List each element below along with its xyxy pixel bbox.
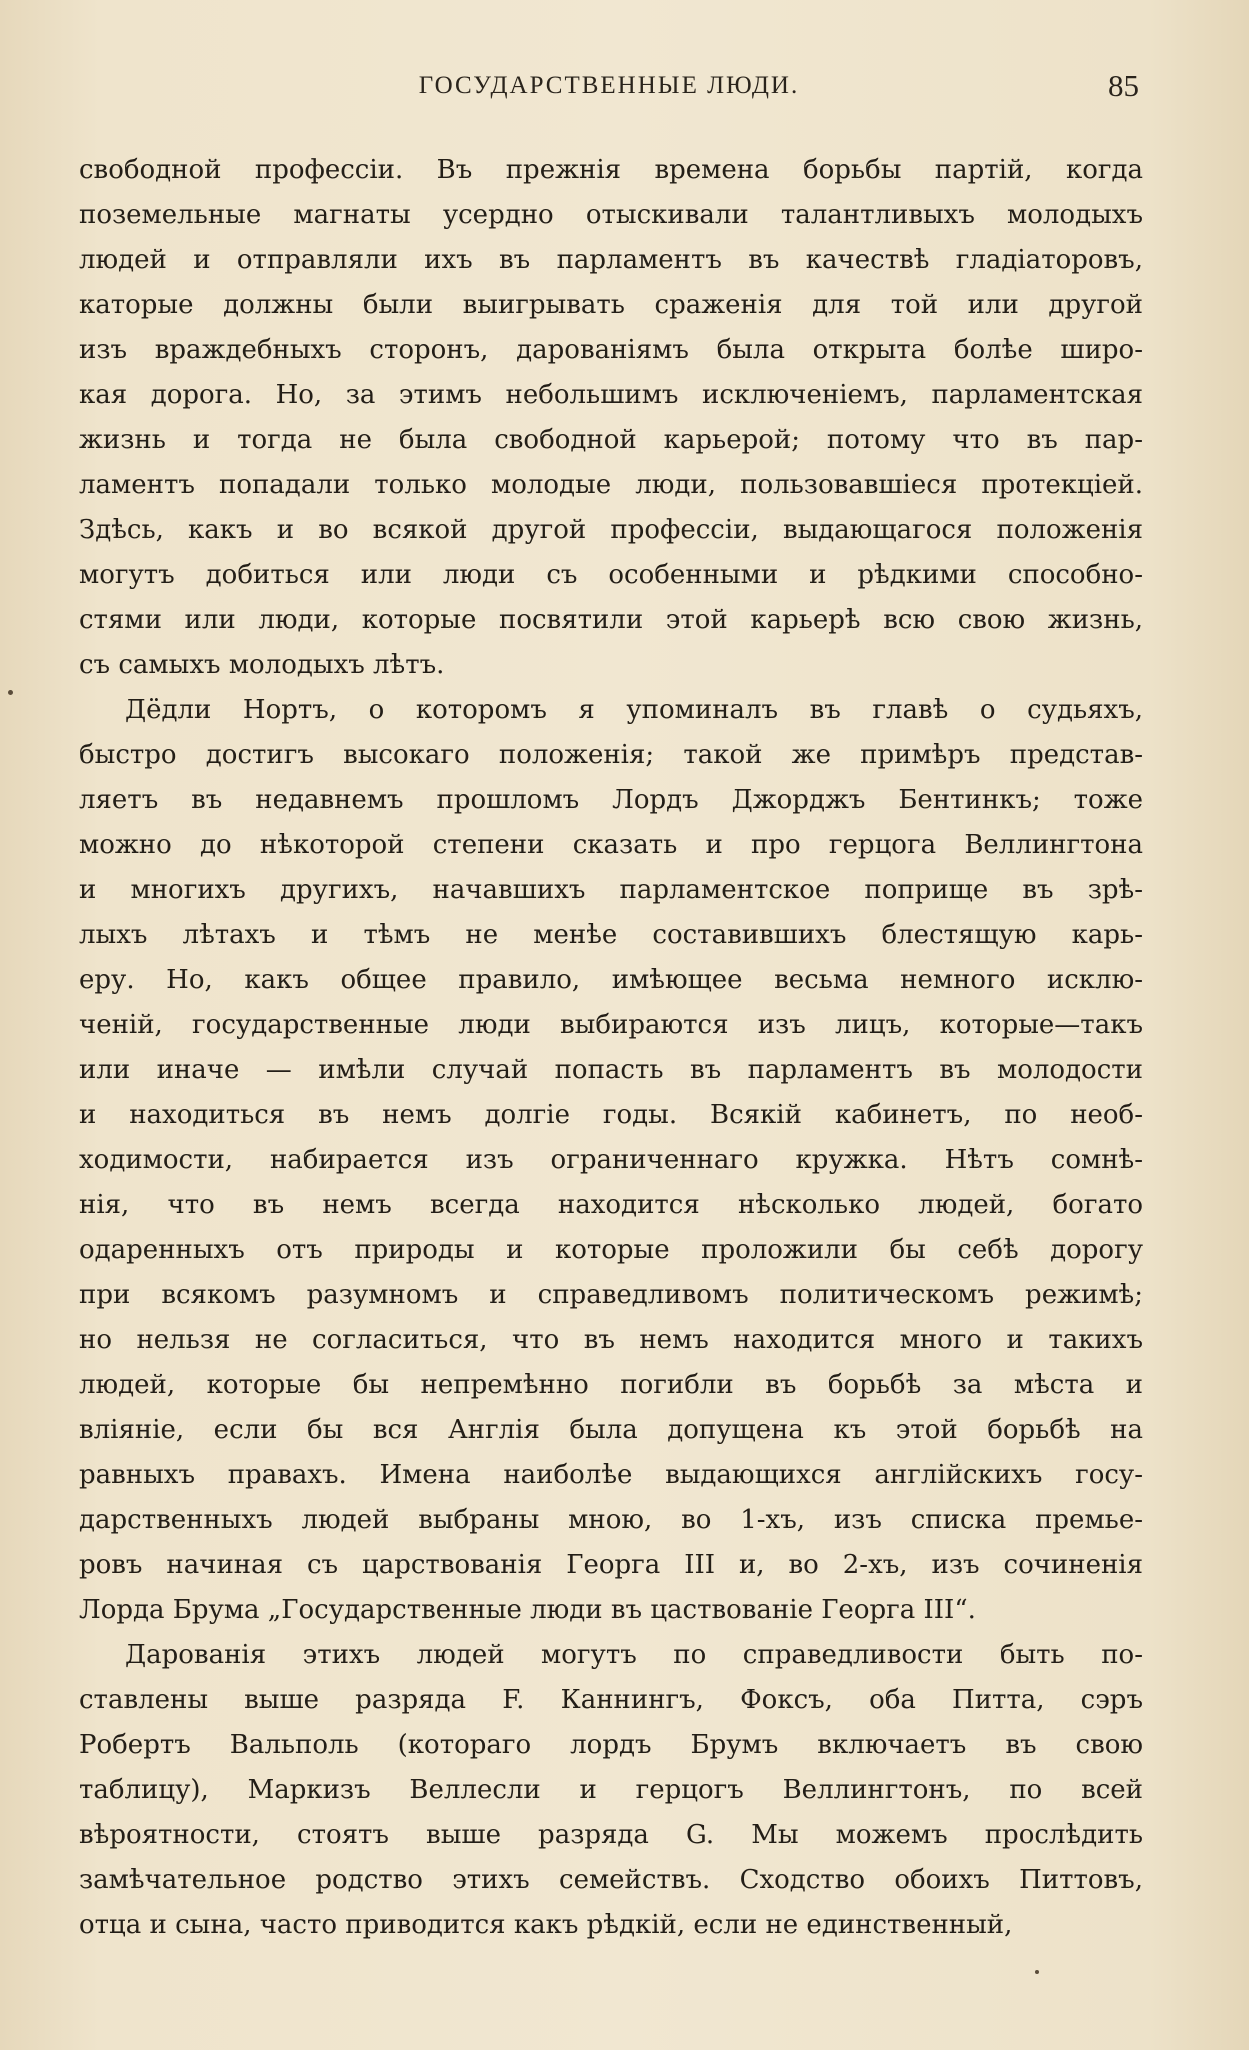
text-line: Дарованія этихъ людей могутъ по справедливости быть по-: [125, 1640, 1143, 1670]
paragraph: [79, 148, 1143, 688]
text-line: еру. Но, какъ общее правило, имѣющее весьма немного исклю-: [79, 965, 1143, 995]
text-line: каторые должны были выигрывать сраженія для той или другой: [79, 290, 1143, 320]
running-head: ГОСУДАРСТВЕННЫЕ ЛЮДИ.: [418, 72, 800, 99]
text-line: кая дорога. Но, за этимъ небольшимъ исключеніемъ, парламентская: [79, 380, 1143, 410]
text-line: отца и сына, часто приводится какъ рѣдкій, если не единственный,: [79, 1910, 1013, 1940]
body-text: [79, 148, 1143, 1948]
text-line: при всякомъ разумномъ и справедливомъ политическомъ режимѣ;: [79, 1280, 1143, 1310]
text-line: нія, что въ немъ всегда находится нѣсколько людей, богато: [79, 1190, 1143, 1220]
text-line: и многихъ другихъ, начавшихъ парламентское поприще въ зрѣ-: [79, 875, 1143, 905]
text-line: ровъ начиная съ царствованія Георга III и, во 2-хъ, изъ сочиненія: [79, 1550, 1143, 1580]
text-line: лыхъ лѣтахъ и тѣмъ не менѣе составившихъ блестящую карь-: [79, 920, 1143, 950]
page-number: 85: [1108, 68, 1139, 103]
text-line: людей, которые бы непремѣнно погибли въ борьбѣ за мѣста и: [79, 1370, 1143, 1400]
paragraph: [79, 1633, 1143, 1948]
text-line: вѣроятности, стоятъ выше разряда G. Мы можемъ прослѣдить: [79, 1820, 1143, 1850]
paper-speck: [8, 690, 13, 695]
paper-speck: [1035, 1970, 1039, 1974]
text-line: таблицу), Маркизъ Веллесли и герцогъ Веллингтонъ, по всей: [79, 1775, 1143, 1805]
text-line: стями или люди, которые посвятили этой карьерѣ всю свою жизнь,: [79, 605, 1143, 635]
paragraph: [79, 688, 1143, 1633]
text-line: равныхъ правахъ. Имена наиболѣе выдающихся англійскихъ госу-: [79, 1460, 1143, 1490]
text-line: ламентъ попадали только молодые люди, пользовавшіеся протекціей.: [79, 470, 1143, 500]
text-line: быстро достигъ высокаго положенія; такой же примѣръ представ-: [79, 740, 1143, 770]
text-line: съ самыхъ молодыхъ лѣтъ.: [79, 650, 445, 680]
text-line: и находиться въ немъ долгіе годы. Всякій кабинетъ, по необ-: [79, 1100, 1143, 1130]
text-line: свободной профессіи. Въ прежнія времена борьбы партій, когда: [79, 155, 1143, 185]
text-line: дарственныхъ людей выбраны мною, во 1-хъ, изъ списка премье-: [79, 1505, 1143, 1535]
text-line: Здѣсь, какъ и во всякой другой профессіи, выдающагося положенія: [79, 515, 1143, 545]
text-line: могутъ добиться или люди съ особенными и рѣдкими способно-: [79, 560, 1143, 590]
text-line: или иначе — имѣли случай попасть въ парламентъ въ молодости: [79, 1055, 1143, 1085]
text-line: замѣчательное родство этихъ семействъ. Сходство обоихъ Питтовъ,: [79, 1865, 1143, 1895]
text-line: вліяніе, если бы вся Англія была допущена къ этой борьбѣ на: [79, 1415, 1143, 1445]
text-line: ченій, государственные люди выбираются изъ лицъ, которые—такъ: [79, 1010, 1143, 1040]
text-line: одаренныхъ отъ природы и которые проложили бы себѣ дорогу: [79, 1235, 1143, 1265]
text-line: поземельные магнаты усердно отыскивали талантливыхъ молодыхъ: [79, 200, 1143, 230]
text-line: Робертъ Вальполь (котораго лордъ Брумъ включаетъ въ свою: [79, 1730, 1143, 1760]
text-line: ставлены выше разряда F. Каннингъ, Фоксъ, оба Питта, сэръ: [79, 1685, 1143, 1715]
text-line: жизнь и тогда не была свободной карьерой; потому что въ пар-: [79, 425, 1143, 455]
text-line: Дёдли Нортъ, о которомъ я упоминалъ въ главѣ о судьяхъ,: [125, 695, 1143, 725]
text-line: ходимости, набирается изъ ограниченнаго кружка. Нѣтъ сомнѣ-: [79, 1145, 1143, 1175]
text-line: но нельзя не согласиться, что въ немъ находится много и такихъ: [79, 1325, 1143, 1355]
text-line: людей и отправляли ихъ въ парламентъ въ качествѣ гладіаторовъ,: [79, 245, 1143, 275]
text-line: Лорда Брума „Государственные люди въ цаствованіе Георга III“.: [79, 1595, 976, 1625]
text-line: можно до нѣкоторой степени сказать и про герцога Веллингтона: [79, 830, 1143, 860]
page-header: [79, 68, 1139, 112]
text-line: ляетъ въ недавнемъ прошломъ Лордъ Джорджъ Бентинкъ; тоже: [79, 785, 1143, 815]
text-line: изъ враждебныхъ сторонъ, дарованіямъ была открыта болѣе широ-: [79, 335, 1143, 365]
